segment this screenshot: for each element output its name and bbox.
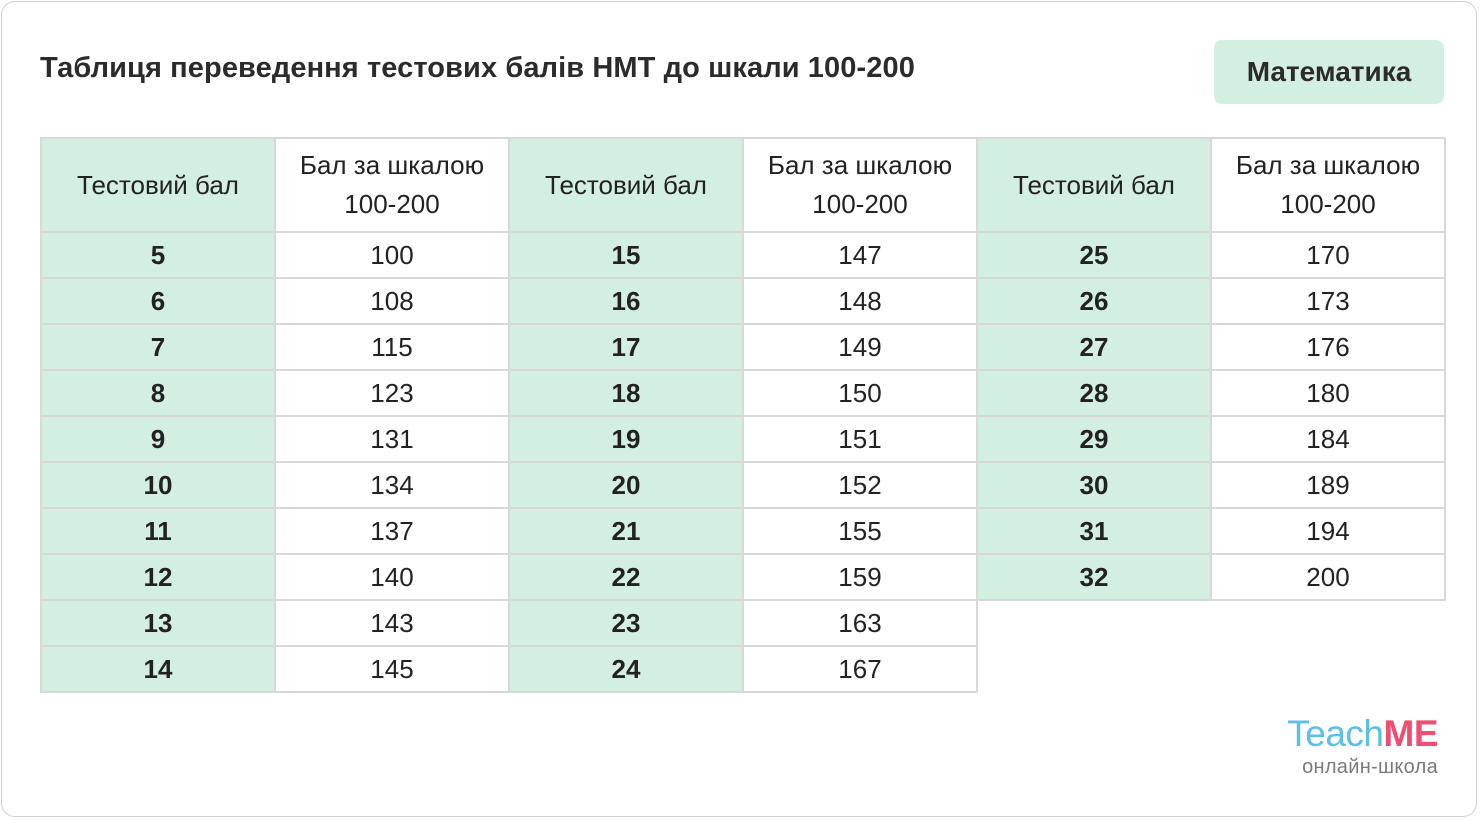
table-row (977, 462, 1445, 508)
table-row (41, 416, 509, 462)
table-row (509, 416, 977, 462)
table-row (41, 370, 509, 416)
test-score-cell: 22 (509, 554, 743, 600)
table-row (41, 600, 509, 646)
test-score-cell: 8 (41, 370, 275, 416)
scale-score-cell: 200 (1211, 554, 1445, 600)
header-scale-line1: Бал за шкалою (299, 150, 485, 180)
table-row (509, 370, 977, 416)
scale-score-cell: 100 (275, 232, 509, 278)
test-score-cell: 20 (509, 462, 743, 508)
test-score-cell: 13 (41, 600, 275, 646)
scale-score-cell: 173 (1211, 278, 1445, 324)
header-scale-line1: Бал за шкалою (767, 150, 953, 180)
scale-score-cell: 180 (1211, 370, 1445, 416)
scale-score-cell: 115 (275, 324, 509, 370)
header-test-score: Тестовий бал (41, 138, 275, 232)
scale-score-cell: 143 (275, 600, 509, 646)
test-score-cell: 10 (41, 462, 275, 508)
table-row (509, 278, 977, 324)
table-row (41, 324, 509, 370)
logo-subtitle: онлайн-школа (1302, 756, 1438, 778)
scale-score-cell: 189 (1211, 462, 1445, 508)
table-header-row (977, 138, 1445, 232)
logo-me-text: ME (1383, 713, 1438, 754)
table-header-row (509, 138, 977, 232)
table-row (509, 508, 977, 554)
table-row (41, 508, 509, 554)
table-row (509, 232, 977, 278)
test-score-cell: 5 (41, 232, 275, 278)
test-score-cell: 6 (41, 278, 275, 324)
test-score-cell: 19 (509, 416, 743, 462)
scale-score-cell: 163 (743, 600, 977, 646)
test-score-cell: 12 (41, 554, 275, 600)
scale-score-cell: 151 (743, 416, 977, 462)
scale-score-cell: 152 (743, 462, 977, 508)
test-score-cell: 21 (509, 508, 743, 554)
test-score-cell: 17 (509, 324, 743, 370)
table-row (977, 324, 1445, 370)
test-score-cell: 11 (41, 508, 275, 554)
scale-score-cell: 170 (1211, 232, 1445, 278)
scale-score-cell: 155 (743, 508, 977, 554)
table-row (977, 278, 1445, 324)
scale-score-cell: 145 (275, 646, 509, 692)
table-header-row (41, 138, 509, 232)
test-score-cell: 18 (509, 370, 743, 416)
page-title: Таблиця переведення тестових балів НМТ до шкали 100-200 (40, 52, 915, 84)
scale-score-cell: 137 (275, 508, 509, 554)
scale-score-cell: 134 (275, 462, 509, 508)
scale-score-cell: 131 (275, 416, 509, 462)
table-row (41, 554, 509, 600)
table-row (977, 554, 1445, 600)
test-score-cell: 28 (977, 370, 1211, 416)
teachme-logo (1276, 712, 1438, 778)
scale-score-cell: 149 (743, 324, 977, 370)
header-scale-score (1211, 138, 1445, 232)
header-test-score: Тестовий бал (977, 138, 1211, 232)
header-scale-line2: 100-200 (1280, 189, 1376, 219)
scale-score-cell: 159 (743, 554, 977, 600)
table-row (977, 416, 1445, 462)
scale-score-cell: 150 (743, 370, 977, 416)
table-row (41, 462, 509, 508)
test-score-cell: 29 (977, 416, 1211, 462)
table-row (977, 508, 1445, 554)
scale-score-cell: 184 (1211, 416, 1445, 462)
scale-score-cell: 108 (275, 278, 509, 324)
test-score-cell: 27 (977, 324, 1211, 370)
table-row (41, 278, 509, 324)
test-score-cell: 32 (977, 554, 1211, 600)
table-row (509, 324, 977, 370)
table-row (41, 646, 509, 692)
test-score-cell: 25 (977, 232, 1211, 278)
score-table-3 (976, 137, 1446, 601)
test-score-cell: 9 (41, 416, 275, 462)
test-score-cell: 14 (41, 646, 275, 692)
header-scale-line2: 100-200 (344, 189, 440, 219)
subject-badge: Математика (1214, 40, 1444, 104)
header-test-score: Тестовий бал (509, 138, 743, 232)
test-score-cell: 7 (41, 324, 275, 370)
scale-score-cell: 148 (743, 278, 977, 324)
scale-score-cell: 176 (1211, 324, 1445, 370)
score-table-1 (40, 137, 510, 693)
test-score-cell: 15 (509, 232, 743, 278)
test-score-cell: 26 (977, 278, 1211, 324)
table-row (977, 232, 1445, 278)
header-scale-score (275, 138, 509, 232)
table-row (41, 232, 509, 278)
header-scale-line1: Бал за шкалою (1235, 150, 1421, 180)
test-score-cell: 24 (509, 646, 743, 692)
table-row (977, 370, 1445, 416)
scale-score-cell: 194 (1211, 508, 1445, 554)
table-row (509, 646, 977, 692)
test-score-cell: 23 (509, 600, 743, 646)
score-table-2 (508, 137, 978, 693)
scale-score-cell: 123 (275, 370, 509, 416)
test-score-cell: 16 (509, 278, 743, 324)
table-row (509, 600, 977, 646)
header-scale-line2: 100-200 (812, 189, 908, 219)
scale-score-cell: 147 (743, 232, 977, 278)
test-score-cell: 31 (977, 508, 1211, 554)
test-score-cell: 30 (977, 462, 1211, 508)
logo-teach-text: Teach (1287, 713, 1384, 754)
scale-score-cell: 140 (275, 554, 509, 600)
logo-wordmark (1276, 712, 1438, 756)
table-row (509, 462, 977, 508)
header-scale-score (743, 138, 977, 232)
scale-score-cell: 167 (743, 646, 977, 692)
table-row (509, 554, 977, 600)
